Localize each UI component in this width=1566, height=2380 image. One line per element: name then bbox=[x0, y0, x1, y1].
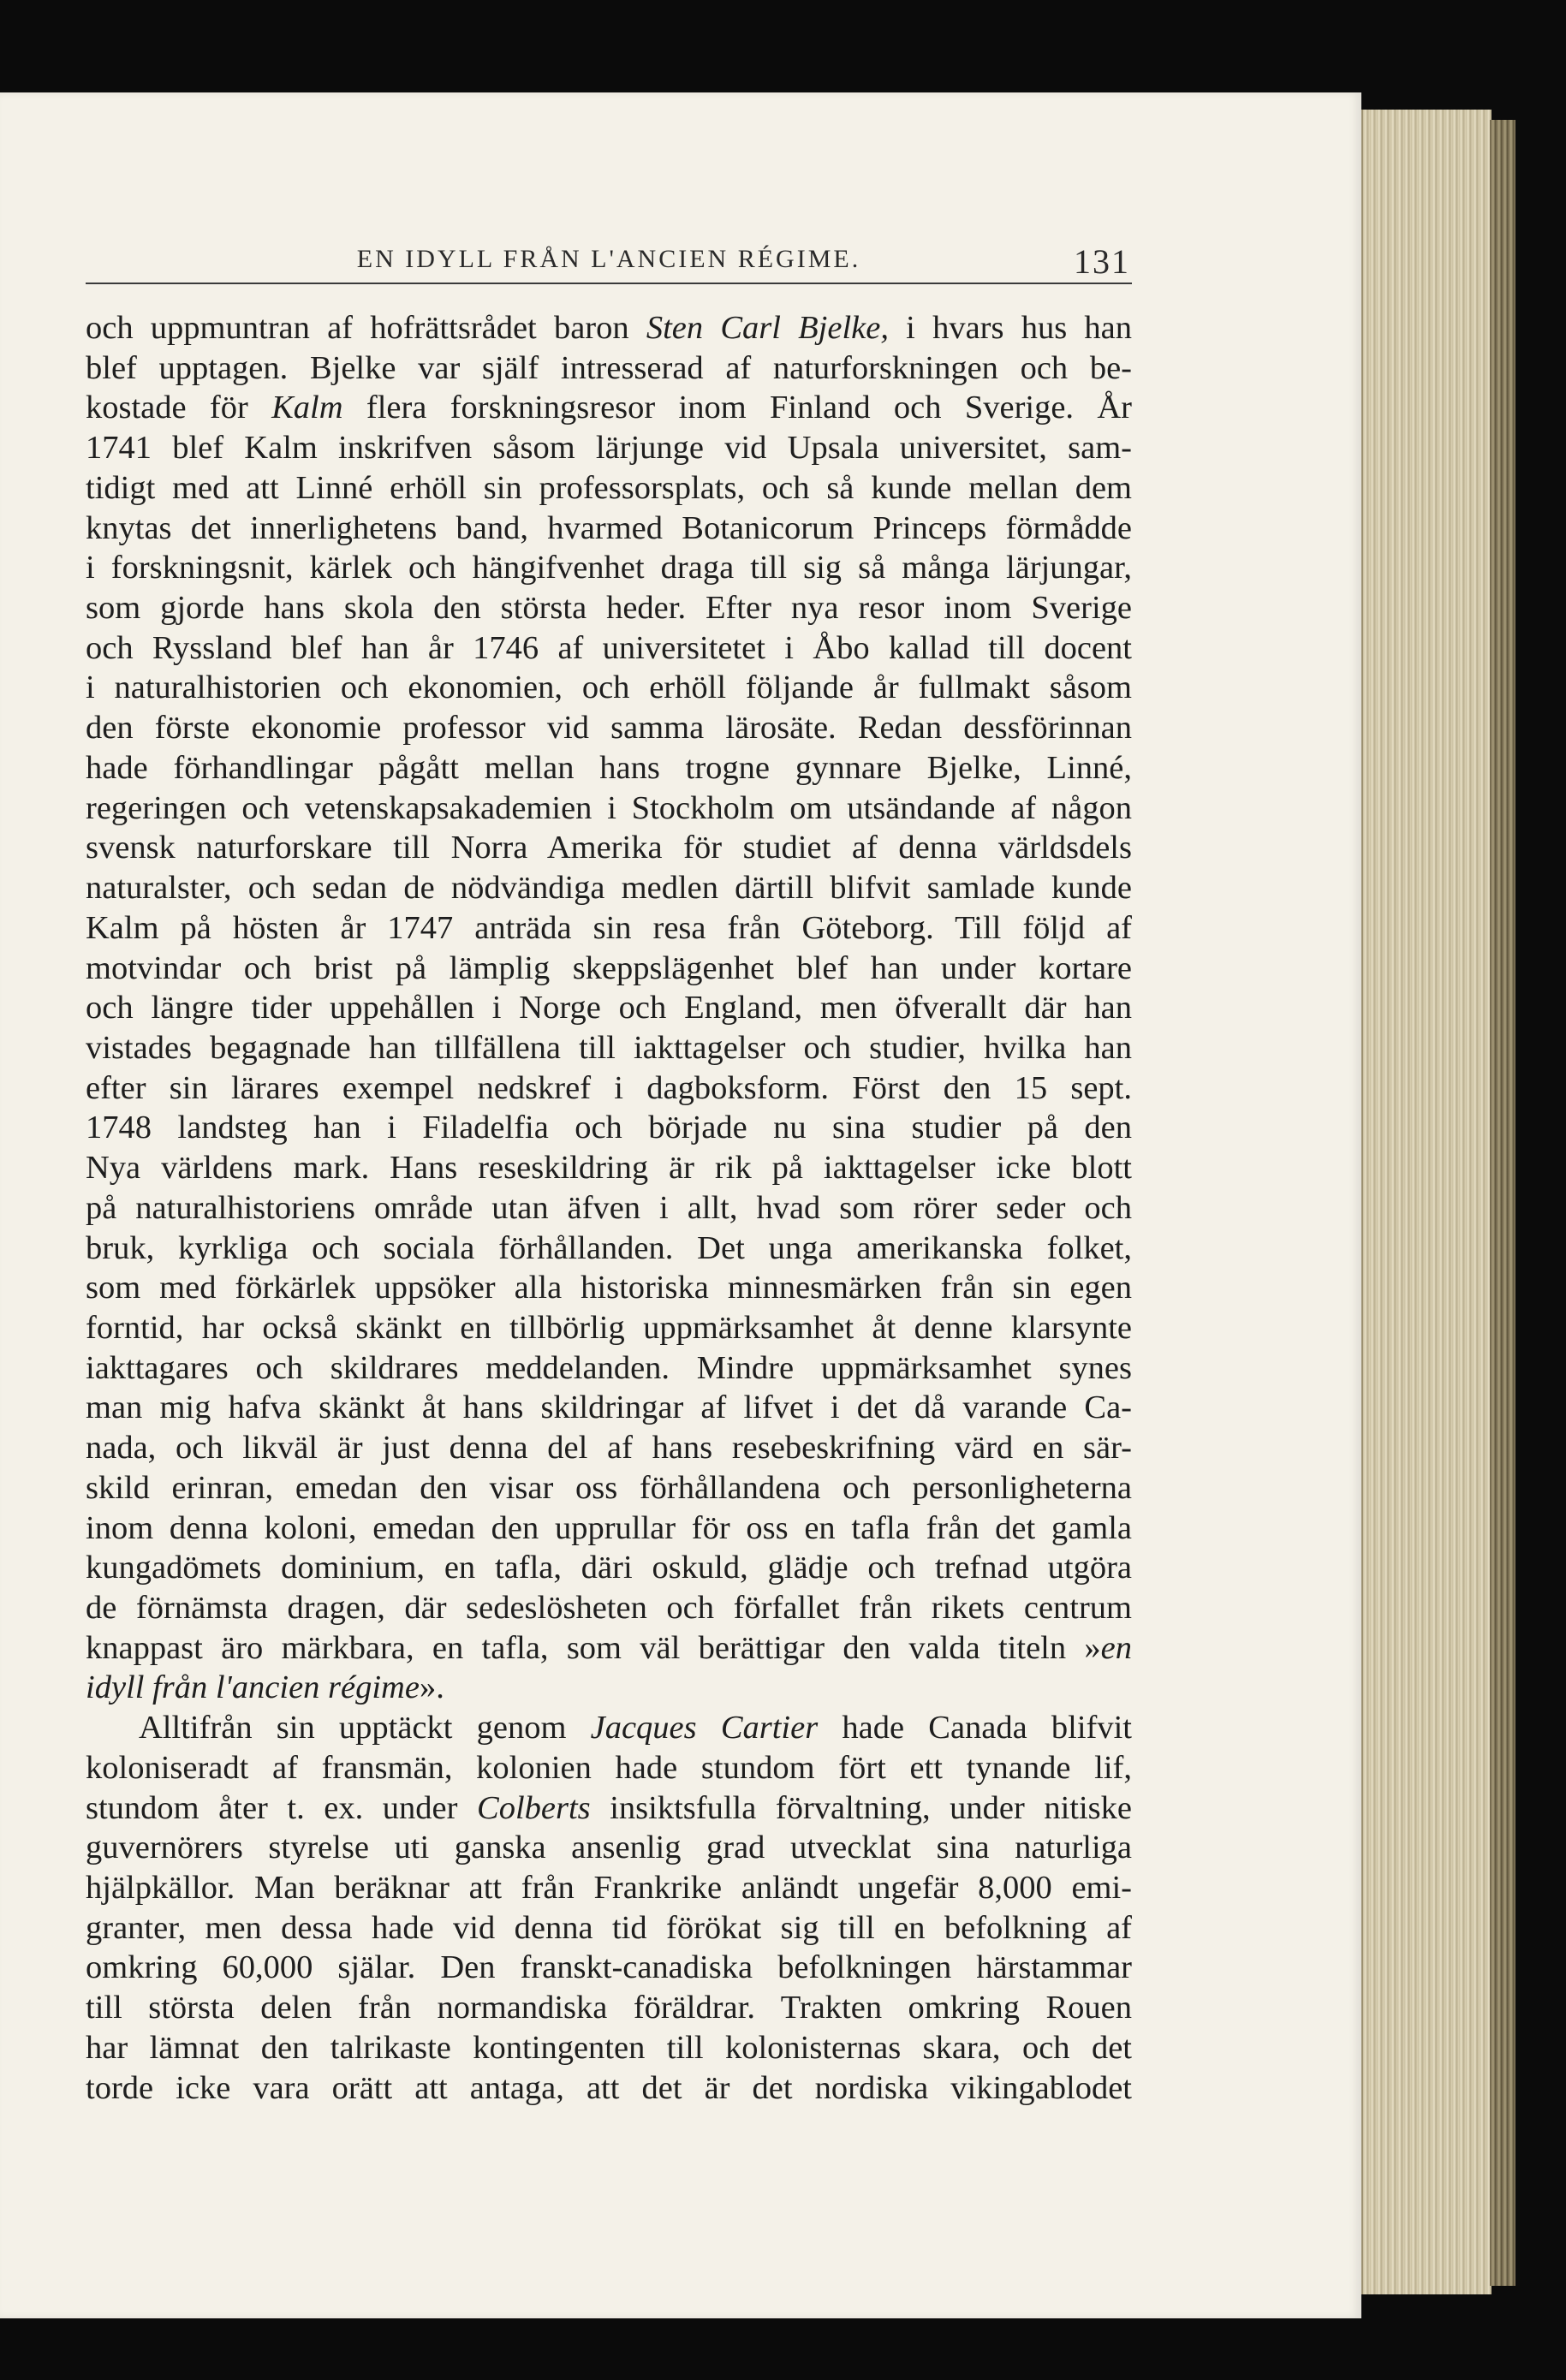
text-line: Nya världens mark. Hans reseskildring är rik på iakttagelser icke blott bbox=[86, 1150, 1132, 1187]
header-rule bbox=[86, 283, 1132, 284]
text-line: motvindar och brist på lämplig skeppslägenhet blef han under kortare bbox=[86, 949, 1132, 986]
text-line: tidigt med att Linné erhöll sin professorsplats, och så kunde mellan dem bbox=[86, 469, 1132, 506]
book-spine-edge bbox=[1490, 120, 1515, 2286]
text-line: vistades begagnade han tillfällena till iakttagelser och studier, hvilka han bbox=[86, 1029, 1132, 1066]
text-line: den förste ekonomie professor vid samma lärosäte. Redan dessförinnan bbox=[86, 710, 1132, 747]
text-line: på naturalhistoriens område utan äfven i allt, hvad som rörer seder och bbox=[86, 1189, 1132, 1226]
text-line: blef upptagen. Bjelke var själf intresserad af naturforskningen och be- bbox=[86, 349, 1132, 386]
text-line: kungadömets dominium, en tafla, däri oskuld, glädje och trefnad utgöra bbox=[86, 1550, 1132, 1586]
text-line: knytas det innerlighetens band, hvarmed Botanicorum Princeps förmådde bbox=[86, 509, 1132, 546]
text-line: regeringen och vetenskapsakademien i Stockholm om utsändande af någon bbox=[86, 789, 1132, 826]
text-line: iakttagares och skildrares meddelanden. Mindre uppmärksamhet synes bbox=[86, 1349, 1132, 1386]
text-line: i forskningsnit, kärlek och hängifvenhet draga till sig så många lärjungar, bbox=[86, 550, 1132, 586]
text-line: skild erinran, emedan den visar oss förhållandena och personligheterna bbox=[86, 1469, 1132, 1506]
text-line: svensk naturforskare till Norra Amerika för studiet af denna världsdels bbox=[86, 830, 1132, 866]
running-head: EN IDYLL FRÅN L'ANCIEN RÉGIME. bbox=[356, 245, 861, 273]
text-line: som gjorde hans skola den största heder. Efter nya resor inom Sverige bbox=[86, 590, 1132, 627]
text-line: och Ryssland blef han år 1746 af universitetet i Åbo kallad till docent bbox=[86, 629, 1132, 666]
text-line: efter sin lärares exempel nedskref i dagboksform. Först den 15 sept. bbox=[86, 1069, 1132, 1106]
text-line: har lämnat den talrikaste kontingenten till kolonisternas skara, och det bbox=[86, 2029, 1132, 2066]
text-line: som med förkärlek uppsöker alla historiska minnesmärken från sin egen bbox=[86, 1270, 1132, 1306]
text-line: de förnämsta dragen, där sedeslösheten och förfallet från rikets centrum bbox=[86, 1590, 1132, 1626]
text-line: granter, men dessa hade vid denna tid förökat sig till en befolkning af bbox=[86, 1909, 1132, 1946]
text-line: man mig hafva skänkt åt hans skildringar af lifvet i det då varande Ca- bbox=[86, 1389, 1132, 1426]
text-line: knappast äro märkbara, en tafla, som väl berättigar den valda titeln »en bbox=[86, 1629, 1132, 1666]
text-line: stundom åter t. ex. under Colberts insiktsfulla förvaltning, under nitiske bbox=[86, 1789, 1133, 1826]
text-line: i naturalhistorien och ekonomien, och erhöll följande år fullmakt såsom bbox=[86, 669, 1132, 706]
text-line: koloniseradt af fransmän, kolonien hade stundom fört ett tynande lif, bbox=[86, 1749, 1132, 1786]
body-text bbox=[86, 308, 1132, 2108]
text-line: torde icke vara orätt att antaga, att det är det nordiska vikingablodet bbox=[86, 2069, 1132, 2106]
paragraph-start-line: Alltifrån sin upptäckt genom Jacques Cartier hade Canada blifvit bbox=[139, 1710, 1133, 1746]
page-header bbox=[86, 241, 1132, 284]
text-line: till största delen från normandiska föräldrar. Trakten omkring Rouen bbox=[86, 1990, 1132, 2026]
text-line: Kalm på hösten år 1747 anträda sin resa från Göteborg. Till följd af bbox=[86, 909, 1132, 946]
text-line: naturalster, och sedan de nödvändiga medlen därtill blifvit samlade kunde bbox=[86, 870, 1132, 907]
page-edges bbox=[1361, 110, 1492, 2294]
text-line: och längre tider uppehållen i Norge och England, men öfverallt där han bbox=[86, 990, 1132, 1026]
page-number: 131 bbox=[1074, 242, 1130, 281]
text-line: 1741 blef Kalm inskrifven såsom lärjunge vid Upsala universitet, sam- bbox=[86, 430, 1132, 467]
text-line: guvernörers styrelse uti ganska ansenlig grad utvecklat sina naturliga bbox=[86, 1830, 1132, 1866]
text-line: inom denna koloni, emedan den upprullar för oss en tafla från det gamla bbox=[86, 1509, 1132, 1546]
text-line: nada, och likväl är just denna del af hans resebeskrifning värd en sär- bbox=[86, 1430, 1132, 1467]
text-line: bruk, kyrkliga och sociala förhållanden. Det unga amerikanska folket, bbox=[86, 1229, 1132, 1266]
text-line: hade förhandlingar pågått mellan hans trogne gynnare Bjelke, Linné, bbox=[86, 749, 1132, 786]
text-line: idyll från l'ancien régime». bbox=[86, 1669, 444, 1706]
text-line: kostade för Kalm flera forskningsresor inom Finland och Sverige. År bbox=[86, 390, 1132, 426]
text-line: forntid, har också skänkt en tillbörlig uppmärksamhet åt denne klarsynte bbox=[86, 1309, 1132, 1346]
text-line: 1748 landsteg han i Filadelfia och började nu sina studier på den bbox=[86, 1110, 1132, 1146]
text-line: hjälpkällor. Man beräknar att från Frankrike anländt ungefär 8,000 emi- bbox=[86, 1870, 1132, 1907]
text-line: omkring 60,000 själar. Den franskt-canadiska befolkningen härstammar bbox=[86, 1949, 1132, 1986]
text-line: och uppmuntran af hofrättsrådet baron Sten Carl Bjelke, i hvars hus han bbox=[86, 310, 1132, 346]
